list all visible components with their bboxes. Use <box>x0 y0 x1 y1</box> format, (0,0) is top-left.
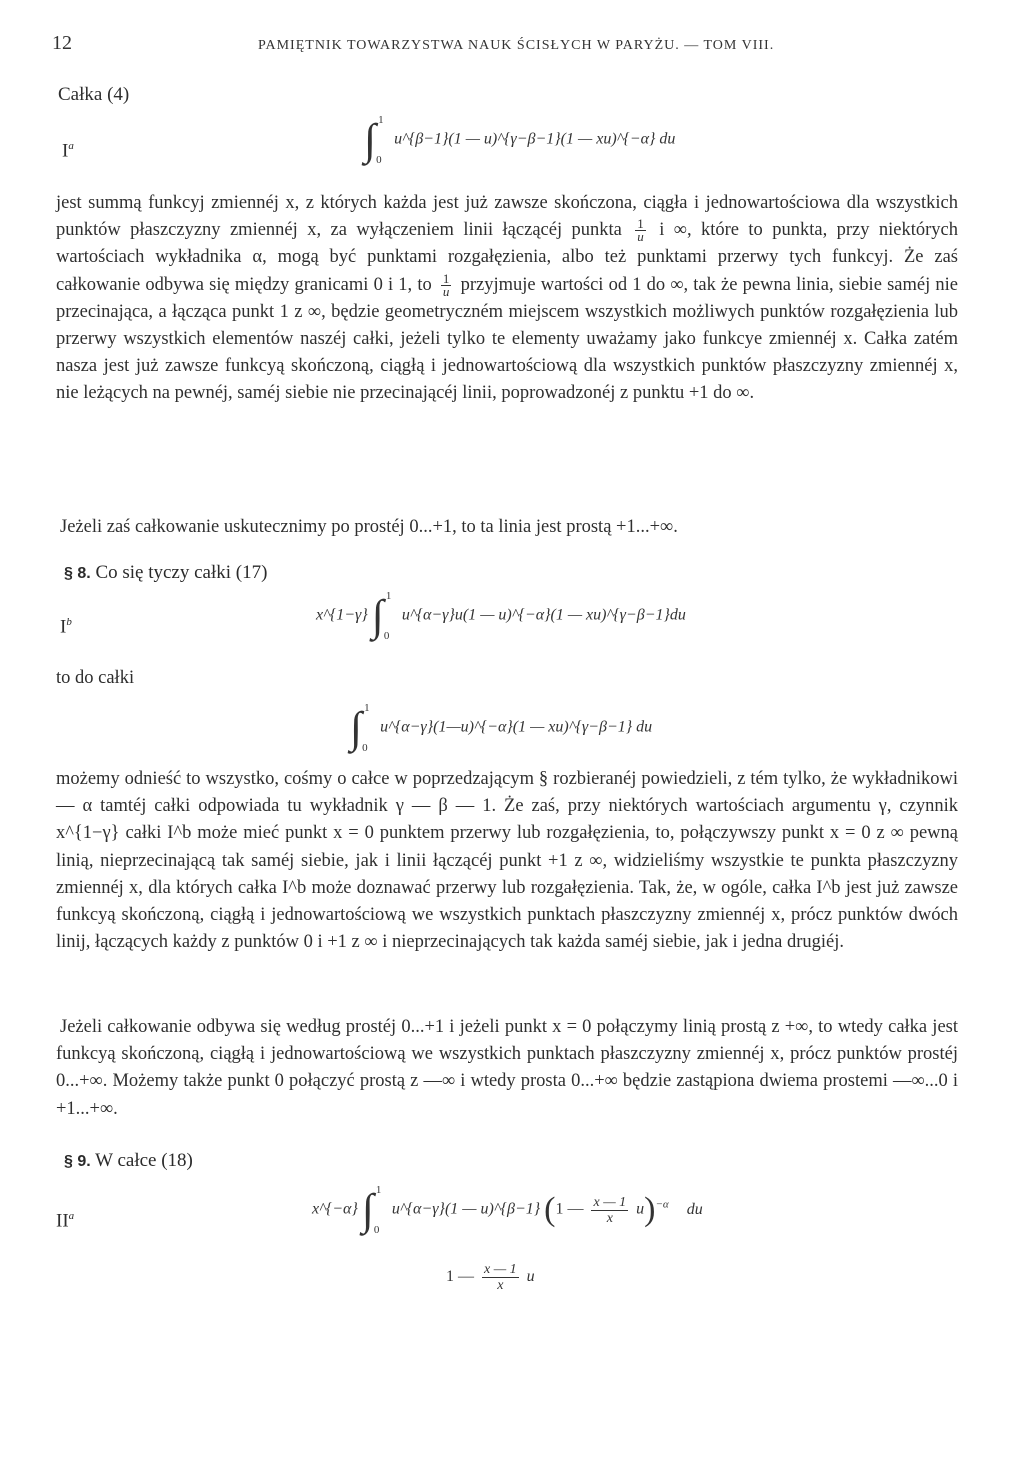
eq4-formula: x^{−α} ∫ 1 0 u^{α−γ}(1 — u)^{β−1} (1 — $\frac{x — 1}{x}$ u)$^{-\alpha}$ du <box>312 1184 703 1236</box>
intro-text: Całka (4) <box>58 84 130 105</box>
eq2-formula: x^{1−γ} ∫ 1 0 u^{α−γ}u(1 — u)^{−α}(1 — xu)^{γ−β−1}du <box>316 590 686 642</box>
section-8-heading: § 8. Co się tyczy całki (17) <box>64 562 268 583</box>
eq4-label: $II^a$ <box>56 1210 75 1232</box>
eq1-formula: ∫ 1 0 u^{β−1}(1 — u)^{γ−β−1}(1 — xu)^{−α} du <box>364 114 676 166</box>
frac-1-over-u: $\frac{1}{u}$ <box>637 216 644 245</box>
eq3-formula: ∫ 1 0 u^{α−γ}(1—u)^{−α}(1 — xu)^{γ−β−1} du <box>350 702 653 754</box>
page-number: 12 <box>52 32 72 54</box>
paragraph-3: możemy odnieść to wszystko, cośmy o całce w poprzedzającym § rozbieranéj powiedzieli, z tém tylko, że wykładnikowi — α tamtéj całki odpowiada tu wykładnik γ — β — 1. Że zaś, przy niektórych wartościach argumentu γ, czynnik x^{1−γ} całki I^b może mieć punkt x = 0 punktem przerwy lub rozgałęzienia, to, połączywszy punkt x = 0 z ∞ pewną linią, nieprzecinającą tak saméj siebie, jak i linii łączącéj punkt +1 z ∞, widzieliśmy wszystkie te punkta płaszczyzny zmiennéj x, dla których całka I^b może doznawać przerwy lub rozgałęzienia. Tak, że, w ogóle, całka I^b jest już zawsze funkcyą skończoną, ciągłą i jednowartościową we wszystkich punktach płaszczyzny zmiennéj x, prócz punktów dwóch linij, łączących każdy z punktów 0 i +1 z ∞ i nieprzecinających tak każda saméj siebie, jak i jedna drugiéj. <box>56 769 958 953</box>
running-title: PAMIĘTNIK TOWARZYSTWA NAUK ŚCISŁYCH W PARYŻU. — TOM VIII. <box>258 38 775 53</box>
eq5-formula: 1 — $\frac{x — 1}{x}$ u <box>446 1262 535 1293</box>
eq1-label: $I^a$ <box>62 140 74 162</box>
eq2-label: $I^b$ <box>60 616 72 638</box>
eq1-body: u^{β−1}(1 — u)^{γ−β−1}(1 — xu)^{−α} du <box>394 130 676 148</box>
paragraph-2: Jeżeli zaś całkowanie uskutecznimy po prostéj 0...+1, to ta linia jest prostą +1...+∞. <box>60 517 678 537</box>
frac-1-over-u-2: $\frac{1}{u}$ <box>442 270 450 299</box>
section-9-heading: § 9. W całce (18) <box>64 1150 193 1171</box>
paragraph-4: Jeżeli całkowanie odbywa się według prostéj 0...+1 i jeżeli punkt x = 0 połączymy linią prostą z +∞, to wtedy całka jest funkcyą skończoną, ciągłą i jednowartościową we wszystkich punktach płaszczyzny zmiennéj x, prócz punktów prostéj 0...+∞. Możemy także punkt 0 połączyć prostą z —∞ i wtedy prosta 0...+∞ będzie zastąpiona dwiema prostemi —∞...0 i +1...+∞. <box>56 1017 958 1119</box>
eq2-after-text: to do całki <box>56 668 135 688</box>
paragraph-1: jest summą funkcyj zmiennéj x, z których każda jest już zawsze skończona, ciągła i jednowartościowa dla wszystkich punktów płaszczyzny zmiennéj x, za wyłączeniem linii łączącéj punkta $\frac{1}{u}$ i ∞, które to punkta, przy niektórych wartościach wykładnika α, mogą być punktami rozgałęzienia, albo też punktami przerwy tych funkcyj. Że zaś całkowanie odbywa się między granicami 0 i 1, to $\frac{1}{u}$ przyjmuje wartości od 1 do ∞, tak że pewna linia, siebie saméj nie przecinająca, a łącząca punkt 1 z ∞, będzie geometryczném miejscem wszystkich możliwych punktów rozgałęzienia lub przerwy wszystkich elementów naszéj całki, jeżeli tylko te elementy uważamy jako funkcye zmiennéj x. Całka zatém nasza jest już zawsze funkcyą skończoną, ciągłą i jednowartościową dla wszystkich punktów płaszczyzny zmiennéj x, nie leżących na pewnéj, saméj siebie nie przecinającéj linii, poprowadzonéj z punktu +1 do ∞. <box>56 193 959 404</box>
